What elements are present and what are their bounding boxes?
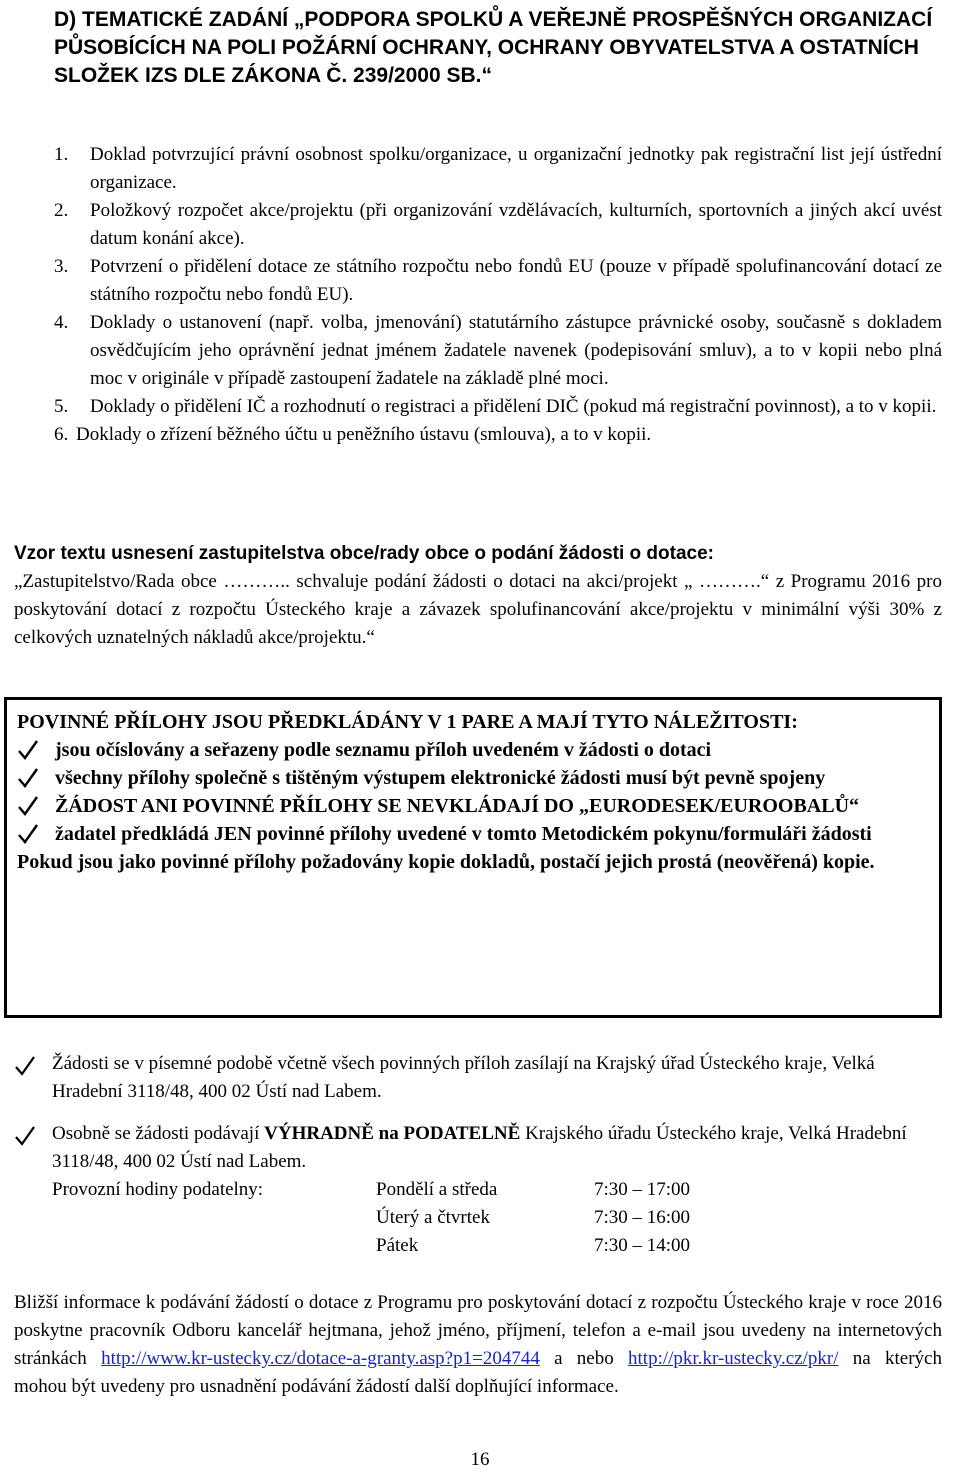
grants-link[interactable]: http://www.kr-ustecky.cz/dotace-a-granty.asp?p1=204744 [101,1348,540,1369]
resolution-title: Vzor textu usnesení zastupitelstva obce/rady obce o podání žádosti o dotace: [14,543,714,564]
resolution-template [14,540,942,652]
list-item [17,792,929,820]
list-item [54,197,942,253]
hours-time: 7:30 – 17:00 [594,1179,691,1200]
bullet-text-pre: Osobně se žádosti podávají [52,1123,265,1144]
item-number: 4. [54,312,69,333]
checkmark-icon [14,1122,36,1150]
list-item [54,141,942,197]
item-number: 3. [54,256,69,277]
pkr-link[interactable]: http://pkr.kr-ustecky.cz/pkr/ [628,1348,839,1369]
box-note: Pokud jsou jako povinné přílohy požadovány kopie dokladů, postačí jejich prostá (neověřená) kopie. [17,851,875,873]
info-text: Bližší informace k podávání žádostí o dotace z Programu pro poskytování dotací z rozpočtu Ústeckého kraje v roce 2016 poskytne pracovník Odboru kancelář hejtmana, jehož jméno, příjmení, telefon a e-mail jsou uvedeny na internetových stránkách [14,1292,942,1369]
list-item [54,309,942,393]
checkmark-icon [17,792,39,820]
list-item [17,764,929,792]
item-number: 1. [54,144,69,165]
requirements-list [17,736,929,848]
requirement-text: jsou očíslovány a seřazeny podle seznamu příloh uvedeném v žádosti o dotaci [55,739,712,761]
requirement-text: všechny přílohy společně s tištěným výstupem elektronické žádosti musí být pevně spojeny [55,767,826,789]
list-item [14,1050,942,1106]
office-hours-table [52,1176,942,1260]
item-number: 5. [54,396,69,417]
box-title: POVINNÉ PŘÍLOHY JSOU PŘEDKLÁDÁNY V 1 PARE A MAJÍ TYTO NÁLEŽITOSTI: [17,711,798,733]
bullet-text-post: Krajského úřadu Ústeckého kraje, Velká Hradební 3118/48, 400 02 Ústí nad Labem. [52,1123,907,1172]
info-text: na kterých mohou být uvedeny pro usnadnění podávání žádostí další doplňující informace. [14,1348,942,1397]
item-text: Doklad potvrzující právní osobnost spolku/organizace, u organizační jednotky pak registrační list její ústřední organizace. [90,144,942,193]
mandatory-attachments-box [4,697,942,1018]
bullet-text: Žádosti se v písemné podobě včetně všech povinných příloh zasílají na Krajský úřad Ústeckého kraje, Velká Hradební 3118/48, 400 02 Ústí nad Labem. [52,1053,875,1102]
list-item [54,421,942,449]
submission-info-list [14,1050,942,1274]
checkmark-icon [17,764,39,792]
checkmark-icon [14,1052,36,1080]
info-text: a nebo [539,1348,629,1369]
item-text: Položkový rozpočet akce/projektu (při organizování vzdělávacích, kulturních, sportovních a jiných akcí uvést datum konání akce). [90,200,942,249]
hours-label: Provozní hodiny podatelny: [52,1179,264,1200]
item-number: 6. [54,424,69,445]
list-item [17,820,929,848]
hours-time: 7:30 – 14:00 [594,1235,691,1256]
requirement-text: žadatel předkládá JEN povinné přílohy uvedené v tomto Metodickém pokynu/formuláři žádosti [55,823,872,845]
bullet-text-bold: VÝHRADNĚ na PODATELNĚ [264,1123,521,1144]
resolution-text: „Zastupitelstvo/Rada obce ……….. schvaluje podání žádosti o dotaci na akci/projekt „ ……….“ z Programu 2016 pro poskytování dotací z rozpočtu Ústeckého kraje a závazek spolufinancování akce/projektu v minimální výši 30% z celkových uznatelných nákladů akce/projektu.“ [14,571,942,648]
list-item [54,393,942,421]
checkmark-icon [17,820,39,848]
requirement-text: ŽÁDOST ANI POVINNÉ PŘÍLOHY SE NEVKLÁDAJÍ DO „EURODESEK/EUROOBALŮ“ [55,795,860,817]
list-item [14,1120,942,1260]
item-text: Doklady o přidělení IČ a rozhodnutí o registraci a přidělení DIČ (pokud má registrační povinnost), a to v kopii. [90,396,937,417]
list-item [17,736,929,764]
item-text: Doklady o zřízení běžného účtu u peněžního ústavu (smlouva), a to v kopii. [76,424,652,445]
item-text: Doklady o ustanovení (např. volba, jmenování) statutárního zástupce právnické osoby, současně s dokladem osvědčujícím jeho oprávnění jednat jménem žadatele navenek (podepisování smluv), a to v kopii nebo plná moc v originále v případě zastoupení žadatele na základě plné moci. [90,312,942,389]
checkmark-icon [17,736,39,764]
hours-day: Pátek [376,1235,419,1256]
item-text: Potvrzení o přidělení dotace ze státního rozpočtu nebo fondů EU (pouze v případě spolufinancování dotací ze státního rozpočtu nebo fondů EU). [90,256,942,305]
page-number: 16 [470,1449,490,1470]
item-number: 2. [54,200,69,221]
section-heading: D) TEMATICKÉ ZADÁNÍ „PODPORA SPOLKŮ A VEŘEJNĚ PROSPĚŠNÝCH ORGANIZACÍ PŮSOBÍCÍCH NA POLI POŽÁRNÍ OCHRANY, OCHRANY OBYVATELSTVA A OSTATNÍCH SLOŽEK IZS DLE ZÁKONA Č. 239/2000 SB.“ [54,8,933,87]
attachments-list [54,141,942,449]
hours-time: 7:30 – 16:00 [594,1207,691,1228]
contact-info-paragraph [14,1289,942,1401]
list-item [54,253,942,309]
hours-day: Úterý a čtvrtek [376,1207,490,1228]
hours-day: Pondělí a středa [376,1179,498,1200]
